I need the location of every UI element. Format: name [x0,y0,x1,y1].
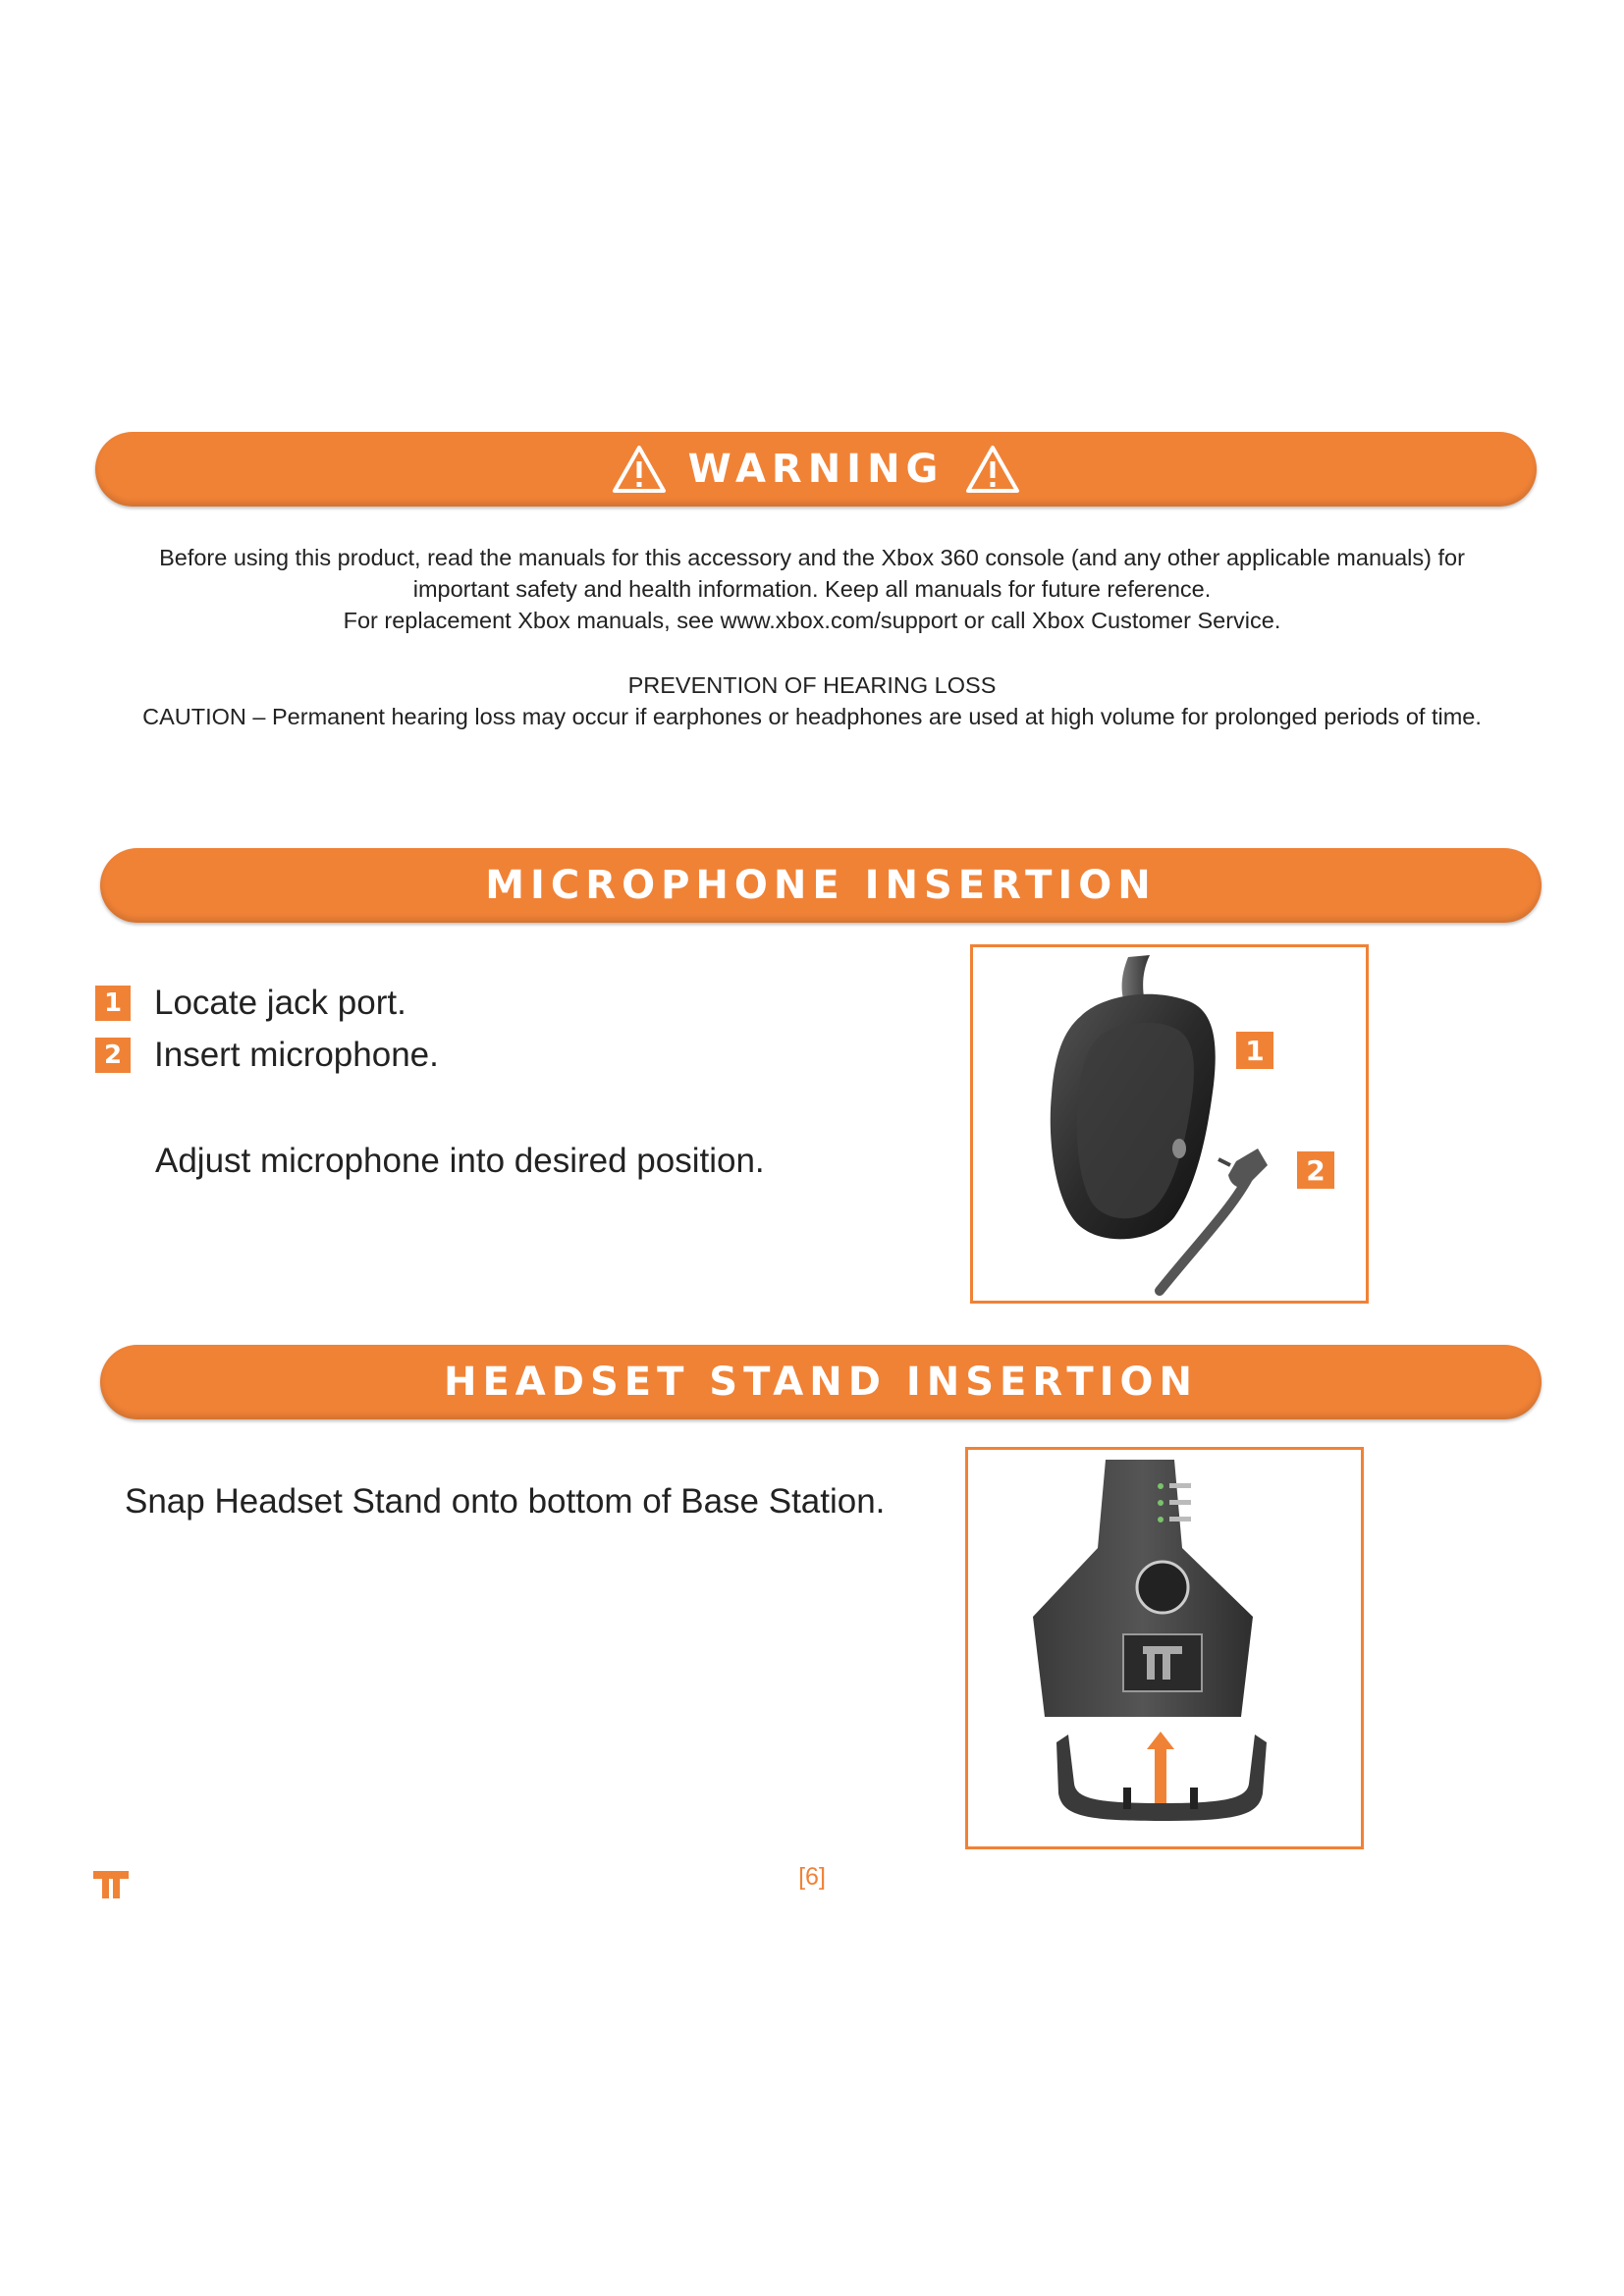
caution-text: CAUTION – Permanent hearing loss may occur if earphones or headphones are used at high volume for prolonged periods of time. [142,704,1482,729]
figure-badge: 1 [1236,1032,1273,1069]
step-item [95,984,406,1023]
figure-badge: 2 [1297,1151,1334,1189]
microphone-figure [970,944,1369,1304]
warning-triangle-icon [965,444,1020,495]
step-number-badge: 2 [95,1038,131,1073]
stand-instruction: Snap Headset Stand onto bottom of Base Station. [125,1482,886,1521]
microphone-note: Adjust microphone into desired position. [155,1142,765,1180]
warning-banner [95,432,1537,507]
warning-line-1: Before using this product, read the manuals for this accessory and the Xbox 360 console (and any other applicable manuals) for [159,545,1465,570]
step-text: Insert microphone. [154,1036,439,1074]
brand-logo [93,1871,129,1898]
microphone-title: MICROPHONE INSERTION [485,863,1157,908]
warning-line-3: For replacement Xbox manuals, see www.xbox.com/support or call Xbox Customer Service. [343,608,1281,633]
hearing-heading: PREVENTION OF HEARING LOSS [627,672,997,698]
warning-title: WARNING [687,447,945,492]
page-number: [6] [798,1863,826,1891]
stand-title: HEADSET STAND INSERTION [444,1360,1198,1405]
warning-triangle-icon [612,444,667,495]
headset-illustration [973,947,1366,1301]
hearing-section [79,669,1545,732]
step-number-badge: 1 [95,986,131,1021]
step-text: Locate jack port. [154,984,406,1022]
stand-banner [100,1345,1542,1419]
warning-body [79,542,1545,636]
stand-figure [965,1447,1364,1849]
microphone-banner [100,848,1542,923]
step-item [95,1036,439,1075]
warning-line-2: important safety and health information. Keep all manuals for future reference. [412,576,1212,602]
base-station-illustration [968,1450,1361,1846]
